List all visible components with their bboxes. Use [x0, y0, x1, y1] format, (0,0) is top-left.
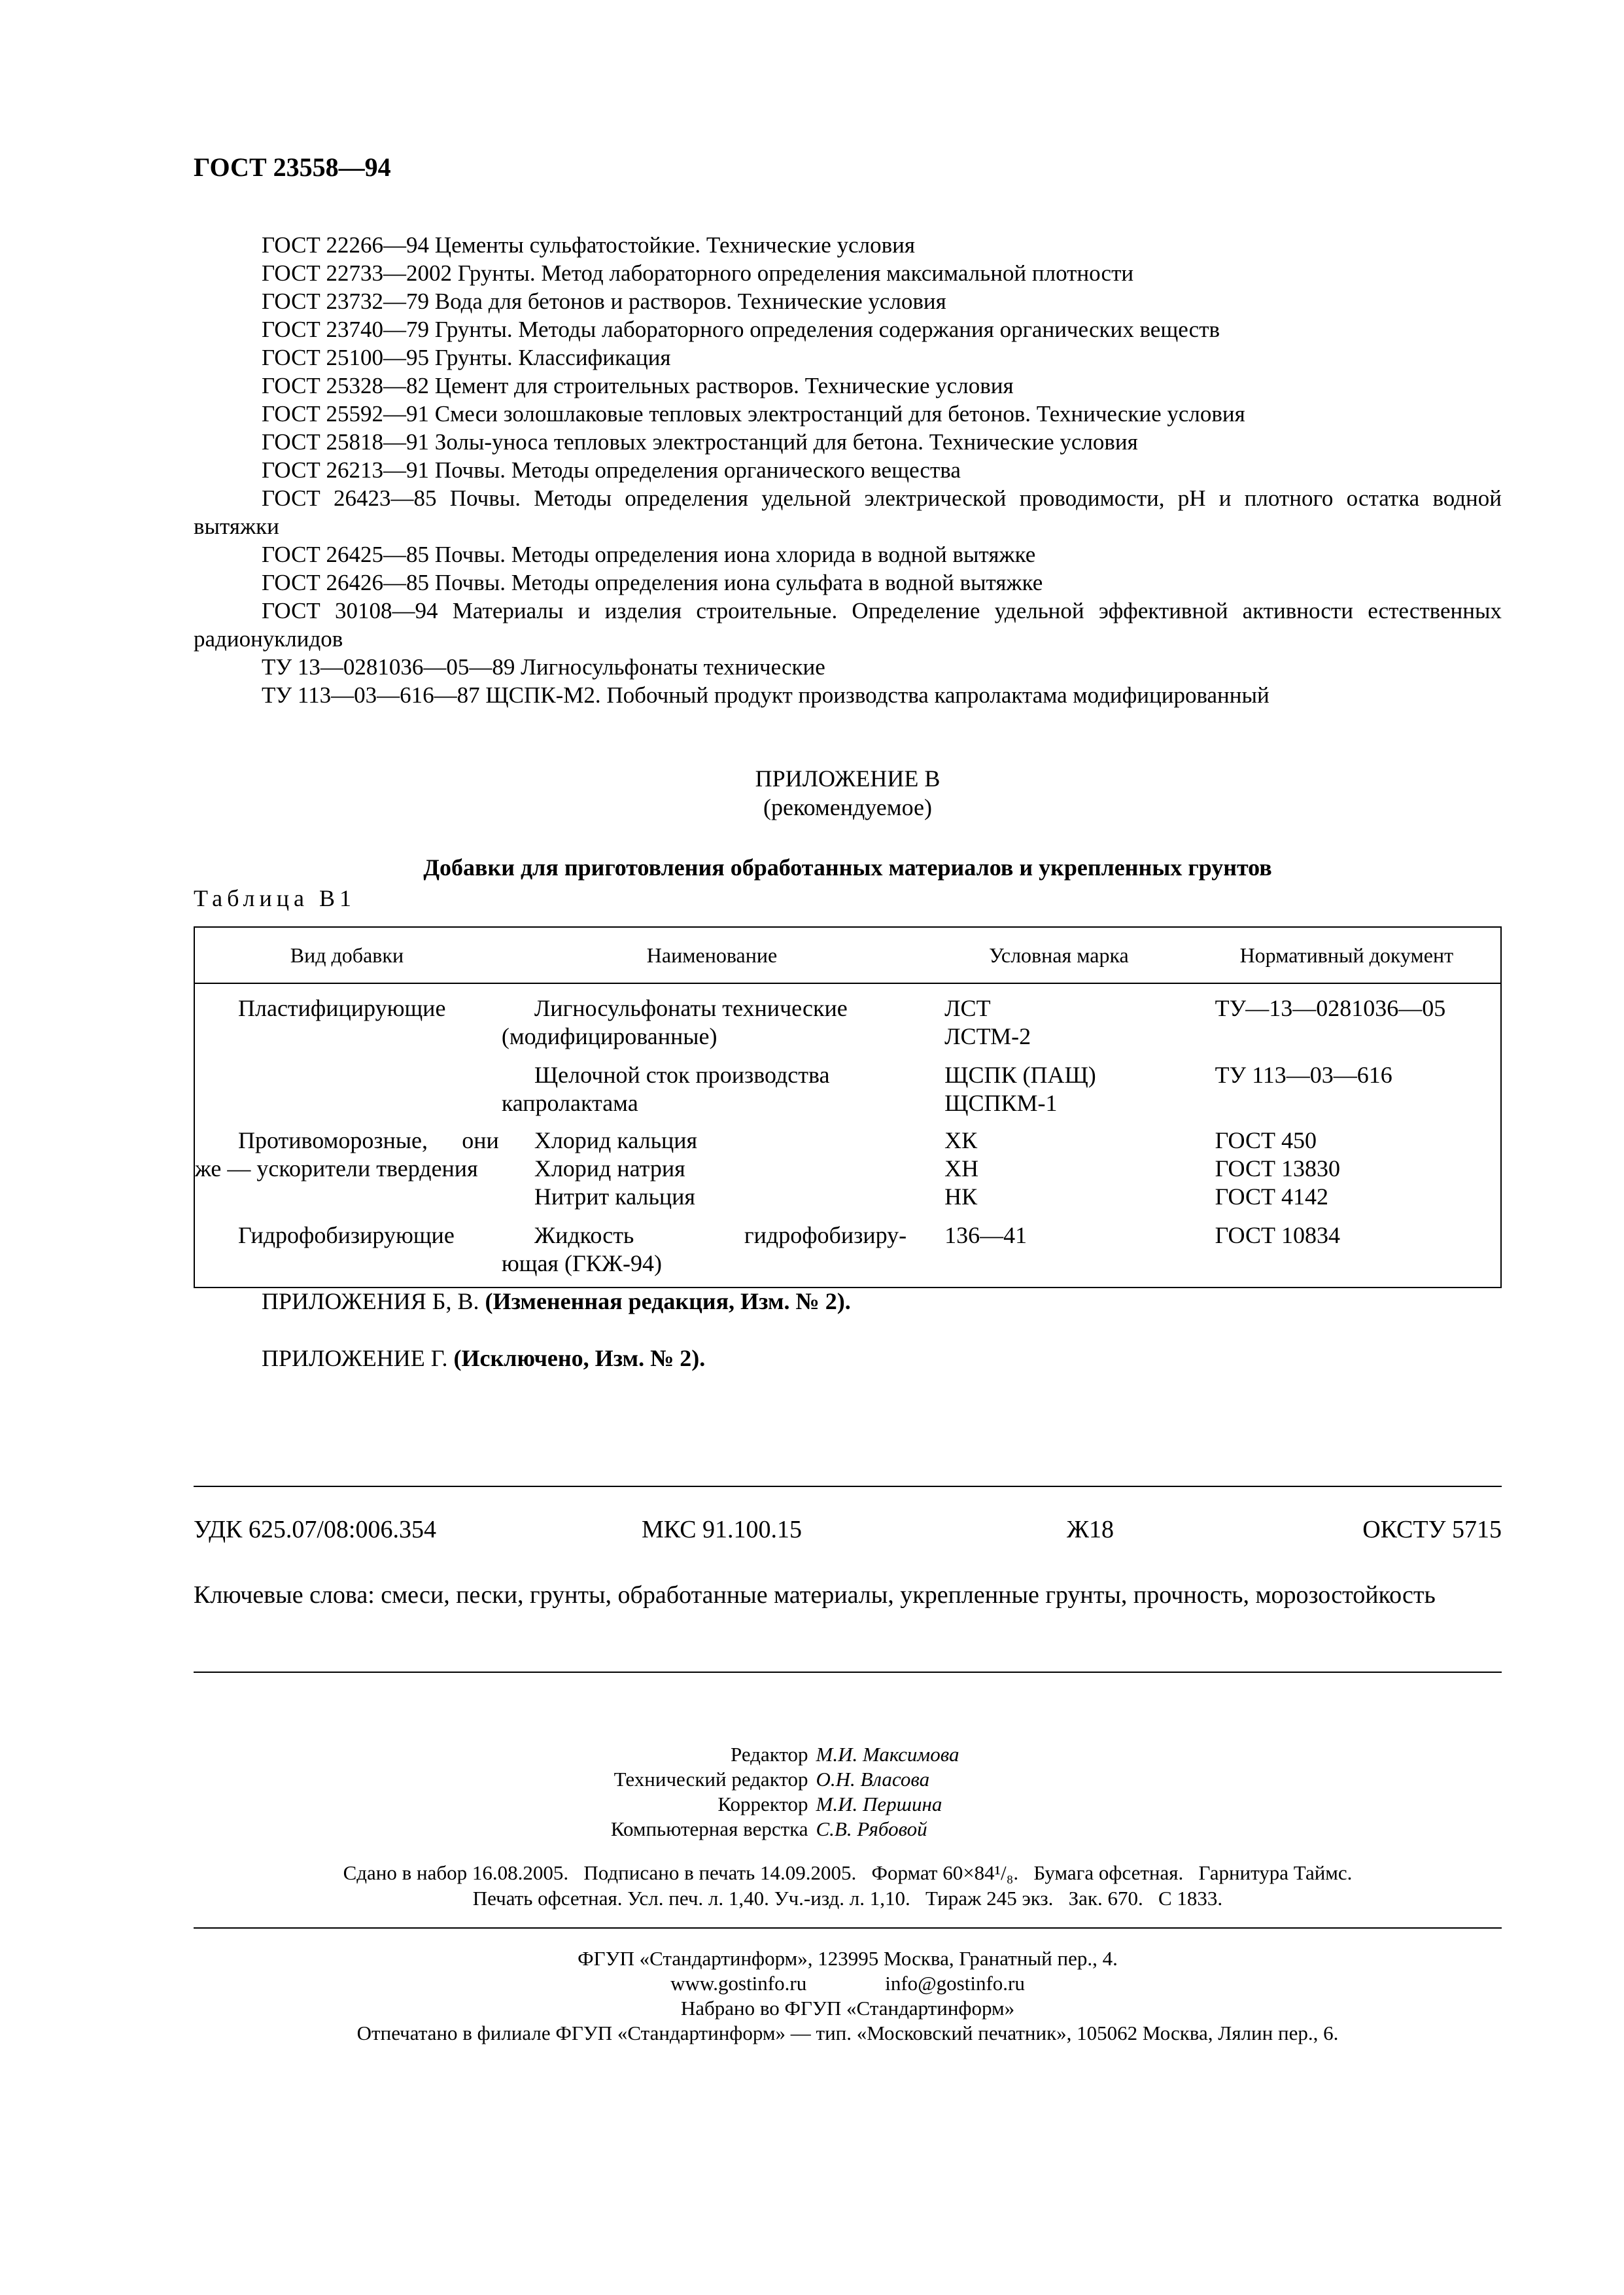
cell-document: ГОСТ 450 ГОСТ 13830 ГОСТ 4142: [1215, 1127, 1340, 1210]
additives-table: [194, 926, 1502, 1288]
table-row: [194, 1127, 1501, 1211]
credit-row: Технический редактор О.Н. Власова: [613, 1768, 930, 1791]
cell-name: Лигносульфонаты технические (модифицированные): [501, 995, 848, 1049]
reference-item: ТУ 13—0281036—05—89 Лигносульфонаты технические: [262, 654, 825, 680]
cell-type: Противоморозные, они же — ускорители твердения: [195, 1127, 499, 1182]
reference-item: ГОСТ 26426—85 Почвы. Методы определения иона сульфата в водной вытяжке: [262, 570, 1043, 595]
divider: [194, 1486, 1502, 1487]
reference-item: ГОСТ 22733—2002 Грунты. Метод лабораторного определения максимальной плотности: [262, 260, 1134, 286]
divider: [194, 1927, 1502, 1929]
credit-row: Корректор М.И. Першина: [717, 1793, 942, 1815]
appendix-subtitle: (рекомендуемое): [763, 794, 932, 820]
amendment-note: ПРИЛОЖЕНИЯ Б, В. (Измененная редакция, Изм. № 2).: [262, 1288, 851, 1314]
cell-document: ТУ 113—03—616: [1215, 1062, 1392, 1088]
table-label: Таблица В1: [194, 885, 356, 911]
publisher-email: info@gostinfo.ru: [885, 1972, 1025, 1995]
reference-item: ГОСТ 23740—79 Грунты. Методы лабораторного определения содержания органических веществ: [262, 317, 1220, 342]
appendix-title: ПРИЛОЖЕНИЕ В: [755, 765, 941, 792]
imprint-line: Сдано в набор 16.08.2005. Подписано в печать 14.09.2005. Формат 60×84¹/₈. Бумага офсетная. Гарнитура Таймс.: [343, 1861, 1353, 1884]
zh-code: Ж18: [1067, 1516, 1114, 1543]
reference-item: ГОСТ 25592—91 Смеси золошлаковые тепловых электростанций для бетонов. Технические условия: [262, 401, 1245, 427]
reference-item: ГОСТ 26213—91 Почвы. Методы определения органического вещества: [262, 457, 961, 483]
cell-name: Жидкость гидрофобизиру- ющая (ГКЖ-94): [501, 1222, 907, 1276]
table-row: [194, 983, 1501, 1051]
cell-type: Гидрофобизирующие: [238, 1222, 455, 1248]
reference-item: ГОСТ 25100—95 Грунты. Классификация: [262, 345, 671, 370]
amendment-note: ПРИЛОЖЕНИЕ Г. (Исключено, Изм. № 2).: [262, 1345, 706, 1371]
cell-mark: ХК ХН НК: [944, 1127, 979, 1210]
credit-row: Редактор М.И. Максимова: [730, 1743, 959, 1766]
udk-code: УДК 625.07/08:006.354: [194, 1516, 436, 1543]
table-header-row: [194, 927, 1501, 983]
reference-item: ГОСТ 26425—85 Почвы. Методы определения иона хлорида в водной вытяжке: [262, 542, 1036, 567]
cell-type: [194, 1051, 499, 1127]
cell-name: Хлорид кальция Хлорид натрия Нитрит кальция: [534, 1127, 698, 1210]
cell-document: ГОСТ 10834: [1215, 1222, 1340, 1248]
credits: [0, 1742, 1624, 1842]
printed-line: Отпечатано в филиале ФГУП «Стандартинформ» — тип. «Московский печатник», 105062 Москва, Лялин пер., 6.: [356, 2022, 1339, 2044]
divider: [194, 1672, 1502, 1673]
publisher-website: www.gostinfo.ru: [670, 1972, 807, 1995]
reference-item: ТУ 113—03—616—87 ЩСПК-М2. Побочный продукт производства капролактама модифицированный: [262, 682, 1270, 708]
reference-item: ГОСТ 30108—94 Материалы и изделия строительные. Определение удельной эффективной активности естественных радионуклидов: [194, 598, 1502, 652]
table-row: [194, 1211, 1501, 1288]
page-header: ГОСТ 23558—94: [194, 152, 391, 182]
keywords: Ключевые слова: смеси, пески, грунты, обработанные материалы, укрепленные грунты, прочность, морозостойкость: [194, 1581, 1436, 1609]
header-type: Вид добавки: [194, 927, 499, 983]
header-document: Нормативный документ: [1193, 927, 1501, 983]
table-title: Добавки для приготовления обработанных материалов и укрепленных грунтов: [423, 854, 1272, 881]
appendix-heading: [194, 764, 1502, 822]
reference-item: ГОСТ 25818—91 Золы-уноса тепловых электростанций для бетона. Технические условия: [262, 429, 1138, 455]
header-mark: Условная марка: [925, 927, 1193, 983]
okstu-code: ОКСТУ 5715: [1362, 1516, 1502, 1543]
typeset-line: Набрано во ФГУП «Стандартинформ»: [680, 1997, 1015, 2020]
cell-name: Щелочной сток производства капролактама: [501, 1062, 830, 1116]
cell-document: ТУ—13—0281036—05: [1215, 995, 1446, 1021]
header-name: Наименование: [499, 927, 925, 983]
reference-list: [194, 231, 1502, 709]
reference-item: ГОСТ 26423—85 Почвы. Методы определения удельной электрической проводимости, рН и плотного остатка водной вытяжки: [194, 485, 1502, 539]
cell-mark: 136—41: [944, 1222, 1028, 1248]
imprint: [194, 1860, 1502, 1911]
reference-item: ГОСТ 23732—79 Вода для бетонов и растворов. Технические условия: [262, 289, 946, 314]
publisher-address: ФГУП «Стандартинформ», 123995 Москва, Гранатный пер., 4.: [578, 1947, 1118, 1970]
cell-type: Пластифицирующие: [238, 995, 446, 1021]
publisher-contacts: [194, 1971, 1502, 1996]
reference-item: ГОСТ 22266—94 Цементы сульфатостойкие. Технические условия: [262, 232, 915, 258]
cell-mark: ЛСТ ЛСТМ-2: [944, 995, 1031, 1049]
mks-code: МКС 91.100.15: [642, 1516, 803, 1543]
credit-row: Компьютерная верстка С.В. Рябовой: [610, 1817, 927, 1840]
reference-item: ГОСТ 25328—82 Цемент для строительных растворов. Технические условия: [262, 373, 1014, 398]
table-row: [194, 1051, 1501, 1127]
publisher-info: [194, 1946, 1502, 2046]
cell-mark: ЩСПК (ПАЩ) ЩСПКМ-1: [944, 1062, 1096, 1116]
imprint-line: Печать офсетная. Усл. печ. л. 1,40. Уч.-изд. л. 1,10. Тираж 245 экз. Зак. 670. С 1833.: [472, 1887, 1223, 1910]
